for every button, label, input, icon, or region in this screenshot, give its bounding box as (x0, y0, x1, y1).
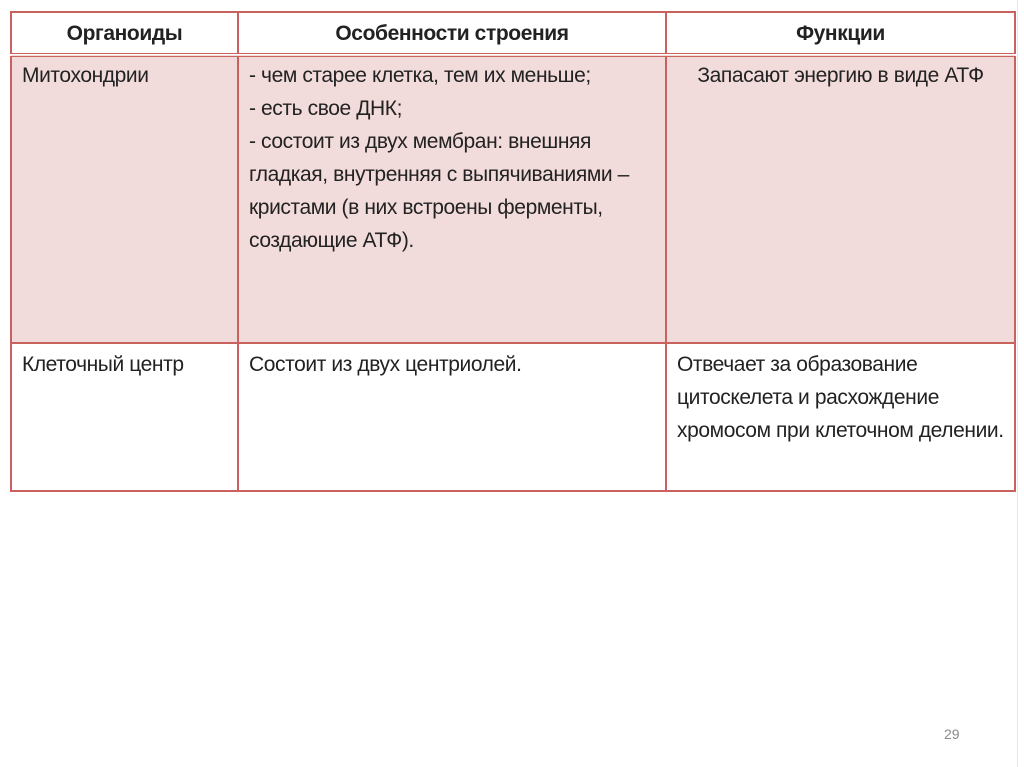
structure-cell (238, 343, 666, 491)
slide-edge (1017, 0, 1018, 767)
page-number: 29 (944, 726, 960, 742)
organoids-table (10, 11, 1016, 492)
header-functions: Функции (666, 12, 1015, 55)
header-organoids: Органоиды (11, 12, 238, 55)
function-cell: Отвечает за образование цитоскелета и расхождение хромосом при клеточном делении. (666, 343, 1015, 491)
organoid-cell: Митохондрии (11, 55, 238, 343)
organoid-cell: Клеточный центр (11, 343, 238, 491)
structure-cell (238, 55, 666, 343)
header-structure: Особенности строения (238, 12, 666, 55)
structure-line: Состоит из двух центриолей. (249, 353, 522, 376)
table-row (11, 343, 1015, 491)
function-cell: Запасают энергию в виде АТФ (666, 55, 1015, 343)
structure-line: - есть свое ДНК; (249, 97, 403, 120)
structure-line: - чем старее клетка, тем их меньше; (249, 64, 591, 87)
table-header-row (11, 12, 1015, 55)
structure-line: - состоит из двух мембран: внешняя гладкая, внутренняя с выпячиваниями – кристами (в них встроены ферменты, создающие АТФ). (249, 130, 629, 252)
table-row (11, 55, 1015, 343)
